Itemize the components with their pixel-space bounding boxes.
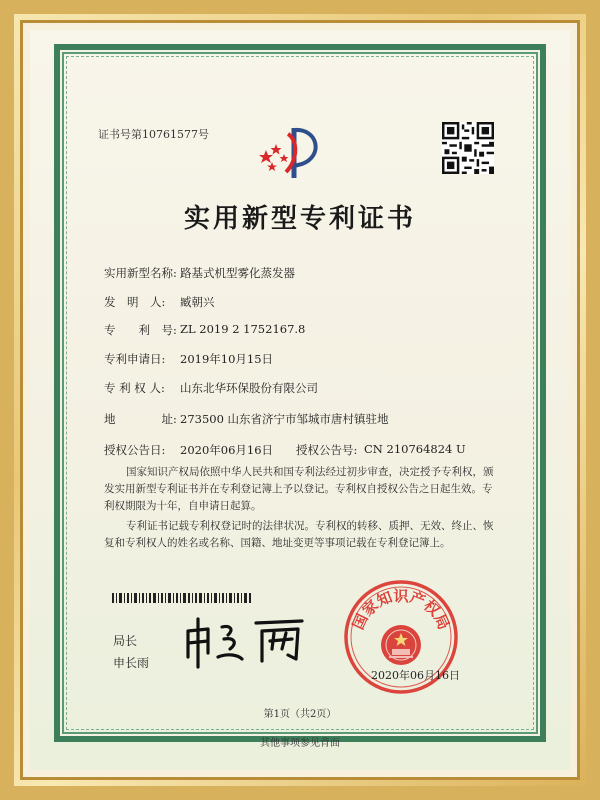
patentee-label: 专 利 权 人: [104, 381, 165, 395]
filing-date-label: 专利申请日: [104, 352, 166, 366]
address-label: 地 址: [104, 412, 177, 426]
utility-model-name-value: 路基式机型雾化蒸发器 [180, 266, 295, 280]
patent-office-logo-icon [258, 120, 330, 182]
seal-date: 2020年06月16日 [371, 669, 460, 682]
patentee-value: 山东北华环保股份有限公司 [180, 381, 318, 395]
qr-code-icon [442, 122, 494, 174]
certificate-title: 实用新型专利证书 [183, 204, 416, 234]
page-number: 第1页（共2页） [263, 709, 337, 720]
patent-number-value: ZL 2019 2 1752167.8 [180, 322, 306, 336]
director-signature [178, 613, 318, 669]
address-value: 273500 山东省济宁市邹城市唐村镇驻地 [180, 412, 389, 426]
grant-date-value: 2020年06月16日 [180, 443, 274, 457]
filing-date-value: 2019年10月15日 [180, 352, 274, 366]
notice-paragraph-1: 国家知识产权局依照中华人民共和国专利法经过初步审查，决定授予专利权，颁发实用新型专利证书并在专利登记簿上予以登记。专利权自授权公告之日起生效。专利权期限为十年，自申请日起算。 [104, 466, 494, 512]
barcode-icon [112, 593, 252, 603]
certificate-number: 证书号第10761577号 [98, 128, 209, 141]
footer-note: 其他事项参见背面 [260, 738, 340, 749]
inventor-label: 发 明 人: [104, 295, 166, 309]
patent-number-label: 专 利 号: [104, 323, 177, 337]
national-emblem-icon [381, 625, 421, 665]
inventor-value: 臧朝兴 [180, 295, 215, 309]
grant-number-value: CN 210764824 U [364, 442, 466, 456]
svg-text:国家知识产权局: 国家知识产权局 [348, 587, 454, 633]
utility-model-name-label: 实用新型名称: [104, 266, 177, 280]
director-title: 局长 [113, 634, 138, 648]
grant-number-label: 授权公告号: [296, 443, 358, 457]
director-name: 申长雨 [113, 656, 150, 670]
grant-date-label: 授权公告日: [104, 443, 166, 457]
notice-paragraph-2: 专利证书记载专利权登记时的法律状况。专利权的转移、质押、无效、终止、恢复和专利权人的姓名或名称、国籍、地址变更等事项记载在专利登记簿上。 [104, 520, 494, 549]
